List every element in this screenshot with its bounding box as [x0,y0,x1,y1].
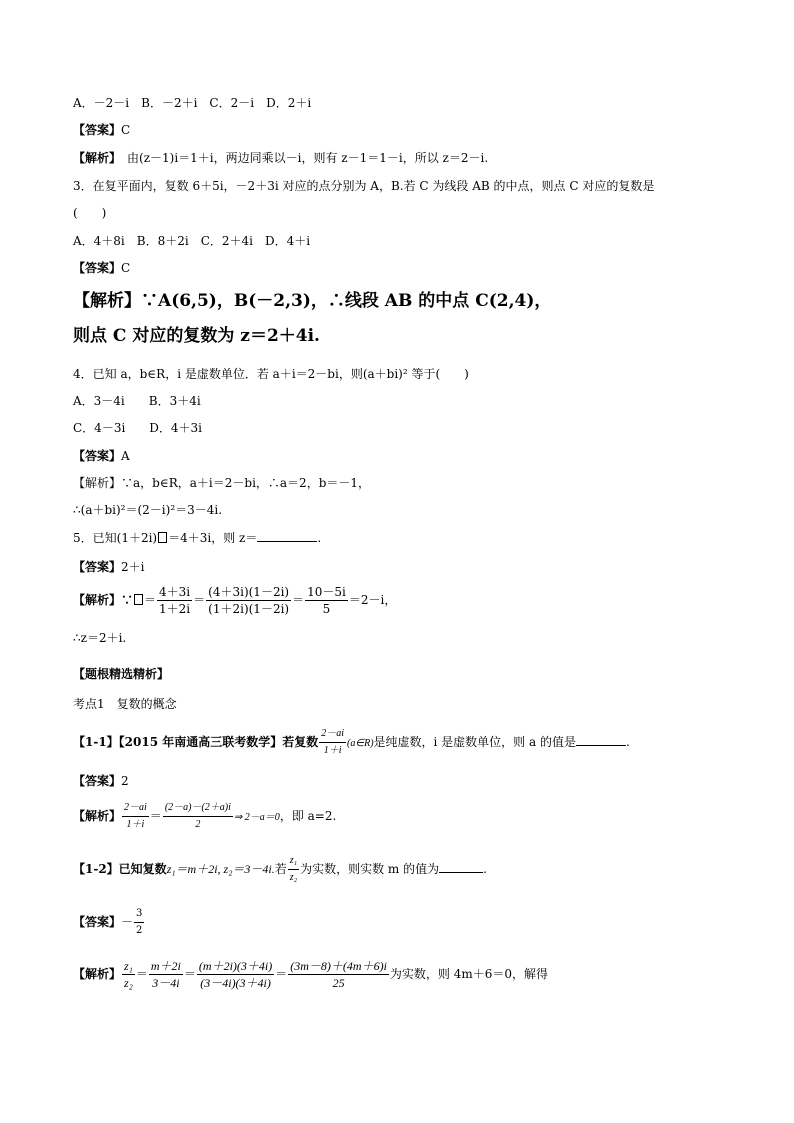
numerator: (m＋2i)(3＋4i) [198,959,273,973]
denominator: 5 [322,602,331,616]
denominator: (1＋2i)(1－2i) [208,602,290,616]
fraction [319,726,346,759]
q4-stem: 4．已知 a，b∈R，i 是虚数单位．若 a＋i＝2－bi，则(a＋bi)² 等于( ) [73,367,469,381]
numerator: 2－ai [122,800,149,817]
q5-stem-part: ＝4＋3i，则 z＝ [168,531,258,545]
fraction [288,958,389,991]
equals: ＝ [135,967,148,981]
equals: ＝ [144,593,157,607]
numerator: z₁ [288,853,299,870]
denominator: 1＋2i [159,602,191,616]
answer-value: 2 [121,774,129,788]
result: ，即 a=2. [279,809,337,823]
answer-value: A [121,449,130,463]
problem-1-2-analysis [73,958,548,991]
q4-options-line1: A．3－4i B．3＋4i [73,394,201,408]
problem-1-1-answer [73,773,129,789]
fraction [197,958,274,991]
q3-stem-line1: 3．在复平面内，复数 6＋5i，－2＋3i 对应的点分别为 A，B.若 C 为线段 AB 的中点，则点 C 对应的复数是 [73,179,655,193]
numerator: m＋2i [150,959,181,973]
stem-end: . [625,735,630,749]
answer-blank [257,530,317,542]
fraction [288,853,299,886]
q5-conclusion: ∴z＝2＋i. [73,631,127,645]
q4-analysis-line2: ∴(a＋bi)²＝(2－i)²＝3－4i. [73,503,223,517]
q2-answer [73,122,130,138]
numerator: 2－ai [319,726,346,743]
stem-text: 若 [274,862,287,876]
answer-blank [576,734,626,746]
q3-answer [73,260,130,276]
equals: ＝ [183,967,196,981]
q4-answer [73,448,130,464]
q5-analysis [73,584,396,617]
fraction [305,584,348,617]
equals: ＝ [193,593,206,607]
q5-stem-end: . [317,531,322,545]
fraction [122,958,135,991]
answer-label: 【答案】 [73,261,122,275]
denominator: z₂ [124,976,133,990]
fraction [122,800,149,833]
q4-options-line2: C．4－3i D．4＋3i [73,421,203,435]
answer-label: 【答案】 [73,915,122,929]
problem-label: 【1-2】已知复数 [73,862,167,876]
equals: ＝ [292,593,305,607]
denominator: 3－4i [152,976,180,990]
z-bar-box [158,532,167,543]
denominator: 2 [195,819,201,830]
fraction [206,584,291,617]
stem-text: 是纯虚数，i 是虚数单位，则 a 的值是 [373,735,576,749]
problem-1-2-stem [73,853,487,886]
answer-label: 【答案】 [73,560,122,574]
numerator: (4＋3i)(1－2i) [208,585,290,599]
analysis-text: 由(z－1)i＝1＋i，两边同乘以－i，则有 z－1＝1－i，所以 z＝2－i. [115,151,489,165]
q5-stem [73,530,321,546]
q4-analysis-line1: 【解析】∵a，b∈R，a＋i＝2－bi，∴a＝2，b＝－1， [73,476,371,490]
numerator: 3 [134,906,144,923]
topic-heading: 考点1 复数的概念 [73,697,177,711]
problem-1-2-answer [73,906,145,939]
definition: z₁＝m＋2i, z₂＝3－4i. [166,862,275,876]
answer-sign: － [121,915,134,929]
problem-1-1-analysis [73,800,336,833]
fraction [157,584,192,617]
q3-stem-line2: ( ) [73,206,107,220]
analysis-label: 【解析】 [73,967,122,981]
fraction [149,958,183,991]
analysis-label: 【解析】∵ [73,593,134,607]
answer-label: 【答案】 [73,123,122,137]
analysis-label: 【解析】 [73,809,122,823]
result: ＝2－i， [348,593,397,607]
problem-1-1-stem [73,726,630,759]
q3-analysis-line2: 则点 C 对应的复数为 z＝2＋4i. [73,326,320,346]
stem-end: . [483,862,487,876]
numerator: z₁ [124,959,133,973]
answer-value: C [121,261,131,275]
equals: ＝ [149,809,162,823]
answer-value: 2＋i [121,560,145,574]
section-heading: 【题根精选精析】 [73,667,170,681]
answer-value: C [121,123,131,137]
z-bar-box [134,594,143,605]
denominator: z₂ [289,872,298,883]
denominator: (3－4i)(3＋4i) [200,976,271,990]
answer-label: 【答案】 [73,774,122,788]
numerator: (2－a)－(2＋a)i [163,800,233,817]
equals: ＝ [275,967,288,981]
implication: ⇒ 2－a＝0 [233,812,280,823]
q5-stem-part: 5．已知(1＋2i) [73,531,158,545]
fraction [134,906,144,939]
denominator: 1＋i [323,745,342,756]
numerator: 4＋3i [159,585,191,599]
answer-blank [439,861,483,873]
denominator: 2 [136,925,143,936]
denominator: 1＋i [126,819,145,830]
fraction [163,800,233,833]
answer-label: 【答案】 [73,449,122,463]
analysis-label: 【解析】 [73,151,116,165]
analysis-tail: 为实数，则 4m＋6＝0，解得 [389,967,549,981]
q3-options: A．4＋8i B．8＋2i C．2＋4i D．4＋i [73,234,311,248]
q5-answer [73,559,145,575]
stem-text: 为实数，则实数 m 的值为 [300,862,440,876]
numerator: (3m－8)＋(4m＋6)i [290,959,387,973]
numerator: 10－5i [307,585,346,599]
condition: (a∈R) [347,738,374,749]
problem-label: 【1-1】【2015 年南通高三联考数学】若复数 [73,735,319,749]
q2-options: A．－2－i B．－2＋i C．2－i D．2＋i [73,96,312,110]
denominator: 25 [332,976,345,990]
q2-analysis [73,150,488,166]
q3-analysis-line1: 【解析】∵A(6,5)，B(－2,3)，∴线段 AB 的中点 C(2,4)， [73,291,552,311]
